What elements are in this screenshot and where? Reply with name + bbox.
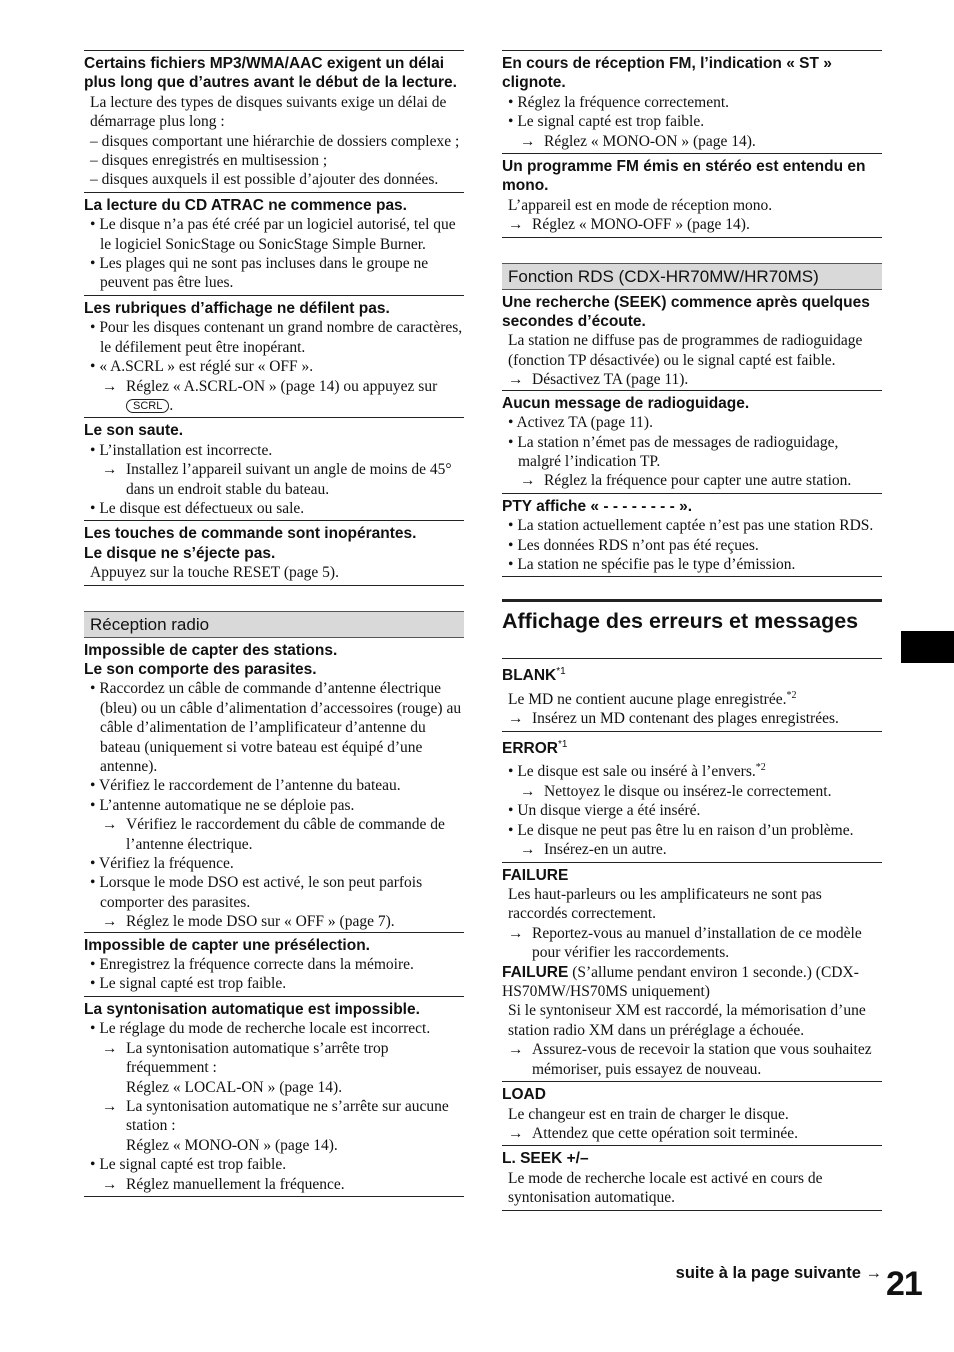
message-code: ERROR$^{*1}$	[502, 738, 568, 758]
chapter-tab-marker	[901, 631, 954, 663]
bullet-item: • La station n’émet pas de messages de radioguidage, malgré l’indication TP.	[508, 433, 839, 470]
troubleshoot-block	[502, 290, 882, 390]
remedy-item: → Installez l’appareil suivant un angle de moins de 45° dans un endroit stable du bateau.	[102, 461, 452, 498]
bullet-item: • Réglez la fréquence correctement.	[508, 93, 730, 111]
remedy-item: → Réglez manuellement la fréquence.	[102, 1175, 345, 1193]
troubleshoot-block	[502, 50, 882, 153]
remedy-item: → Réglez « MONO-ON » (page 14).	[520, 132, 756, 150]
message-code: L. SEEK +/–	[502, 1150, 589, 1168]
bullet-item: • Lorsque le mode DSO est activé, le son peut parfois comporter des parasites.	[90, 874, 423, 911]
remedy-item: → Attendez que cette opération soit terminée.	[508, 1124, 798, 1142]
bullet-item: • « A.SCRL » est réglé sur « OFF ».	[90, 358, 314, 376]
bullet-item: • Le signal capté est trop faible.	[90, 1156, 287, 1174]
problem-heading: Impossible de capter des stations.	[84, 641, 338, 659]
remedy-item: → Réglez le mode DSO sur « OFF » (page 7).	[102, 913, 395, 931]
message-block	[502, 731, 882, 862]
message-code: BLANK$^{*1}$	[502, 666, 566, 685]
arrow-icon: →	[520, 472, 536, 490]
bullet-item: • L’antenne automatique ne se déploie pas.	[90, 796, 355, 814]
remedy-item: → Insérez-en un autre.	[520, 841, 667, 859]
bullet-item: • Le signal capté est trop faible.	[90, 975, 287, 993]
message-block	[502, 658, 882, 731]
troubleshoot-block	[84, 520, 464, 585]
right-column	[502, 50, 882, 1211]
remedy-item: → La syntonisation automatique ne s’arrête sur aucune station :	[102, 1097, 449, 1135]
problem-heading: Les rubriques d’affichage ne défilent pas.	[84, 299, 390, 317]
explanation: Les haut-parleurs ou les amplificateurs ne sont pas raccordés correctement.	[508, 886, 822, 923]
problem-heading: Le disque ne s’éjecte pas.	[84, 544, 276, 562]
arrow-icon: →	[508, 1124, 524, 1142]
troubleshoot-block	[84, 996, 464, 1197]
message-block	[502, 862, 882, 1081]
remedy-item: → Nettoyez le disque ou insérez-le correctement.	[520, 783, 832, 800]
problem-heading: Impossible de capter une présélection.	[84, 936, 370, 954]
bullet-item: • Le disque est défectueux ou sale.	[90, 499, 305, 517]
message-block	[502, 1081, 882, 1145]
remedy-item: → Insérez un MD contenant des plages enregistrées.	[508, 710, 839, 728]
troubleshoot-block	[502, 390, 882, 493]
explanation: Le changeur est en train de charger le disque.	[508, 1105, 789, 1123]
section-heading-radio: Réception radio	[84, 611, 464, 638]
continue-note: suite à la page suivante →	[675, 1264, 882, 1282]
explanation: Appuyez sur la touche RESET (page 5).	[90, 564, 339, 582]
arrow-icon: →	[520, 841, 536, 859]
explanation: Si le syntoniseur XM est raccordé, la mémorisation d’une station radio XM dans un préréglage a échouée.	[508, 1002, 866, 1039]
problem-heading: La lecture du CD ATRAC ne commence pas.	[84, 196, 407, 214]
remedy-item: → Assurez-vous de recevoir la station que vous souhaitez mémoriser, puis essayez de nouveau.	[508, 1041, 872, 1078]
remedy-item: → Reportez-vous au manuel d’installation de ce modèle pour vérifier les raccordements.	[508, 924, 862, 962]
explanation: L’appareil est en mode de réception mono.	[508, 196, 773, 214]
bullet-item: • Le signal capté est trop faible.	[508, 113, 705, 131]
bullet-item: • Le disque ne peut pas être lu en raison d’un problème.	[508, 821, 854, 839]
bullet-item: • Les plages qui ne sont pas incluses dans le groupe ne peuvent pas être lues.	[90, 255, 429, 292]
arrow-icon: →	[508, 924, 524, 942]
bullet-item: • Raccordez un câble de commande d’antenne électrique (bleu) ou un câble d’alimentation d’accessoires (rouge) au câble d’alimentation de l’amplificateur d’antenne du bateau (uniquement si votre bateau est équipé d’une antenne).	[90, 680, 462, 775]
arrow-icon: →	[520, 132, 536, 150]
explanation: Le MD ne contient aucune plage enregistrée.$^{*2}$	[508, 689, 797, 709]
arrow-icon: →	[102, 816, 118, 834]
problem-heading: Certains fichiers MP3/WMA/AAC exigent un délai plus long que d’autres avant le début de la lecture.	[84, 55, 457, 92]
dash-item: – disques auxquels il est possible d’ajouter des données.	[90, 171, 439, 189]
remedy-item: → Vérifiez le raccordement du câble de commande de l’antenne électrique.	[102, 816, 445, 853]
explanation: La station ne diffuse pas de programmes de radioguidage (fonction TP désactivée) ou le signal capté est faible.	[508, 332, 863, 369]
page-number: 21	[886, 1265, 922, 1303]
arrow-icon: →	[102, 1175, 118, 1193]
arrow-icon: →	[508, 216, 524, 234]
remedy-detail: Réglez « MONO-ON » (page 14).	[126, 1136, 338, 1154]
bullet-item: • Vérifiez le raccordement de l’antenne du bateau.	[90, 777, 401, 795]
problem-heading: En cours de réception FM, l’indication « ST » clignote.	[502, 55, 832, 92]
bullet-item: • Le disque n’a pas été créé par un logiciel autorisé, tel que le logiciel SonicStage ou SonicStage Simple Burner.	[90, 216, 456, 253]
explanation: La lecture des types de disques suivants exige un délai de démarrage plus long :	[90, 93, 447, 131]
left-column	[84, 50, 464, 1197]
troubleshoot-block	[84, 192, 464, 295]
troubleshoot-block	[502, 493, 882, 578]
scrl-button-icon: SCRL	[126, 399, 169, 413]
remedy-item: → Réglez la fréquence pour capter une autre station.	[520, 472, 852, 490]
remedy-item: → Réglez « MONO-OFF » (page 14).	[508, 216, 750, 234]
dash-item: – disques comportant une hiérarchie de dossiers complexe ;	[90, 132, 460, 150]
bullet-item: • Vérifiez la fréquence.	[90, 855, 234, 873]
troubleshoot-block	[84, 417, 464, 520]
section-title: Affichage des erreurs et messages	[502, 609, 859, 634]
bullet-item: • Les données RDS n’ont pas été reçues.	[508, 536, 759, 554]
arrow-icon: →	[102, 461, 118, 479]
arrow-icon: →	[102, 1097, 118, 1115]
bullet-item: • La station actuellement captée n’est pas une station RDS.	[508, 517, 874, 535]
bullet-item: • La station ne spécifie pas le type d’émission.	[508, 555, 796, 573]
problem-heading: Aucun message de radioguidage.	[502, 394, 750, 412]
problem-heading: Le son saute.	[84, 422, 184, 440]
bullet-item: • L’installation est incorrecte.	[90, 441, 273, 459]
remedy-item: → Désactivez TA (page 11).	[508, 371, 689, 389]
remedy-item: → Réglez « A.SCRL-ON » (page 14) ou appuyez sur SCRL .	[102, 377, 438, 414]
arrow-icon: →	[865, 1264, 882, 1282]
arrow-icon: →	[102, 1039, 118, 1057]
troubleshoot-block	[84, 295, 464, 417]
message-block	[502, 1145, 882, 1210]
arrow-icon: →	[508, 371, 524, 389]
bullet-item: • Le réglage du mode de recherche locale est incorrect.	[90, 1020, 431, 1038]
troubleshoot-block	[84, 638, 464, 932]
arrow-icon: →	[508, 710, 524, 728]
explanation: Le mode de recherche locale est activé en cours de syntonisation automatique.	[508, 1169, 823, 1207]
problem-heading: Un programme FM émis en stéréo est entendu en mono.	[502, 158, 866, 195]
remedy-detail: Réglez « LOCAL-ON » (page 14).	[126, 1078, 343, 1096]
bullet-item: • Enregistrez la fréquence correcte dans la mémoire.	[90, 956, 414, 974]
arrow-icon: →	[102, 913, 118, 931]
bullet-item: • Activez TA (page 11).	[508, 414, 653, 432]
error-messages-section	[502, 599, 882, 636]
troubleshoot-block	[84, 932, 464, 996]
message-code-note: FAILURE (S’allume pendant environ 1 seconde.) (CDX-HS70MW/HS70MS uniquement)	[502, 963, 859, 1001]
bullet-item: • Pour les disques contenant un grand nombre de caractères, le défilement peut être inopérant.	[90, 319, 463, 356]
problem-heading: Le son comporte des parasites.	[84, 660, 317, 678]
message-code: LOAD	[502, 1086, 546, 1104]
section-heading-rds: Fonction RDS (CDX-HR70MW/HR70MS)	[502, 263, 882, 290]
bullet-item: • Le disque est sale ou inséré à l’envers.$^{*2}$	[508, 762, 766, 781]
arrow-icon: →	[508, 1041, 524, 1059]
arrow-icon: →	[102, 377, 118, 395]
arrow-icon: →	[520, 783, 536, 800]
problem-heading: PTY affiche « - - - - - - - - ».	[502, 497, 693, 515]
remedy-item: → La syntonisation automatique s’arrête trop fréquemment :	[102, 1039, 389, 1077]
message-code: FAILURE	[502, 866, 569, 884]
bullet-item: • Un disque vierge a été inséré.	[508, 802, 701, 820]
problem-heading: La syntonisation automatique est impossible.	[84, 1000, 420, 1018]
troubleshoot-block	[502, 153, 882, 238]
problem-heading: Les touches de commande sont inopérantes.	[84, 525, 417, 543]
troubleshoot-block	[84, 50, 464, 192]
problem-heading: Une recherche (SEEK) commence après quelques secondes d’écoute.	[502, 293, 870, 331]
dash-item: – disques enregistrés en multisession ;	[90, 152, 328, 170]
